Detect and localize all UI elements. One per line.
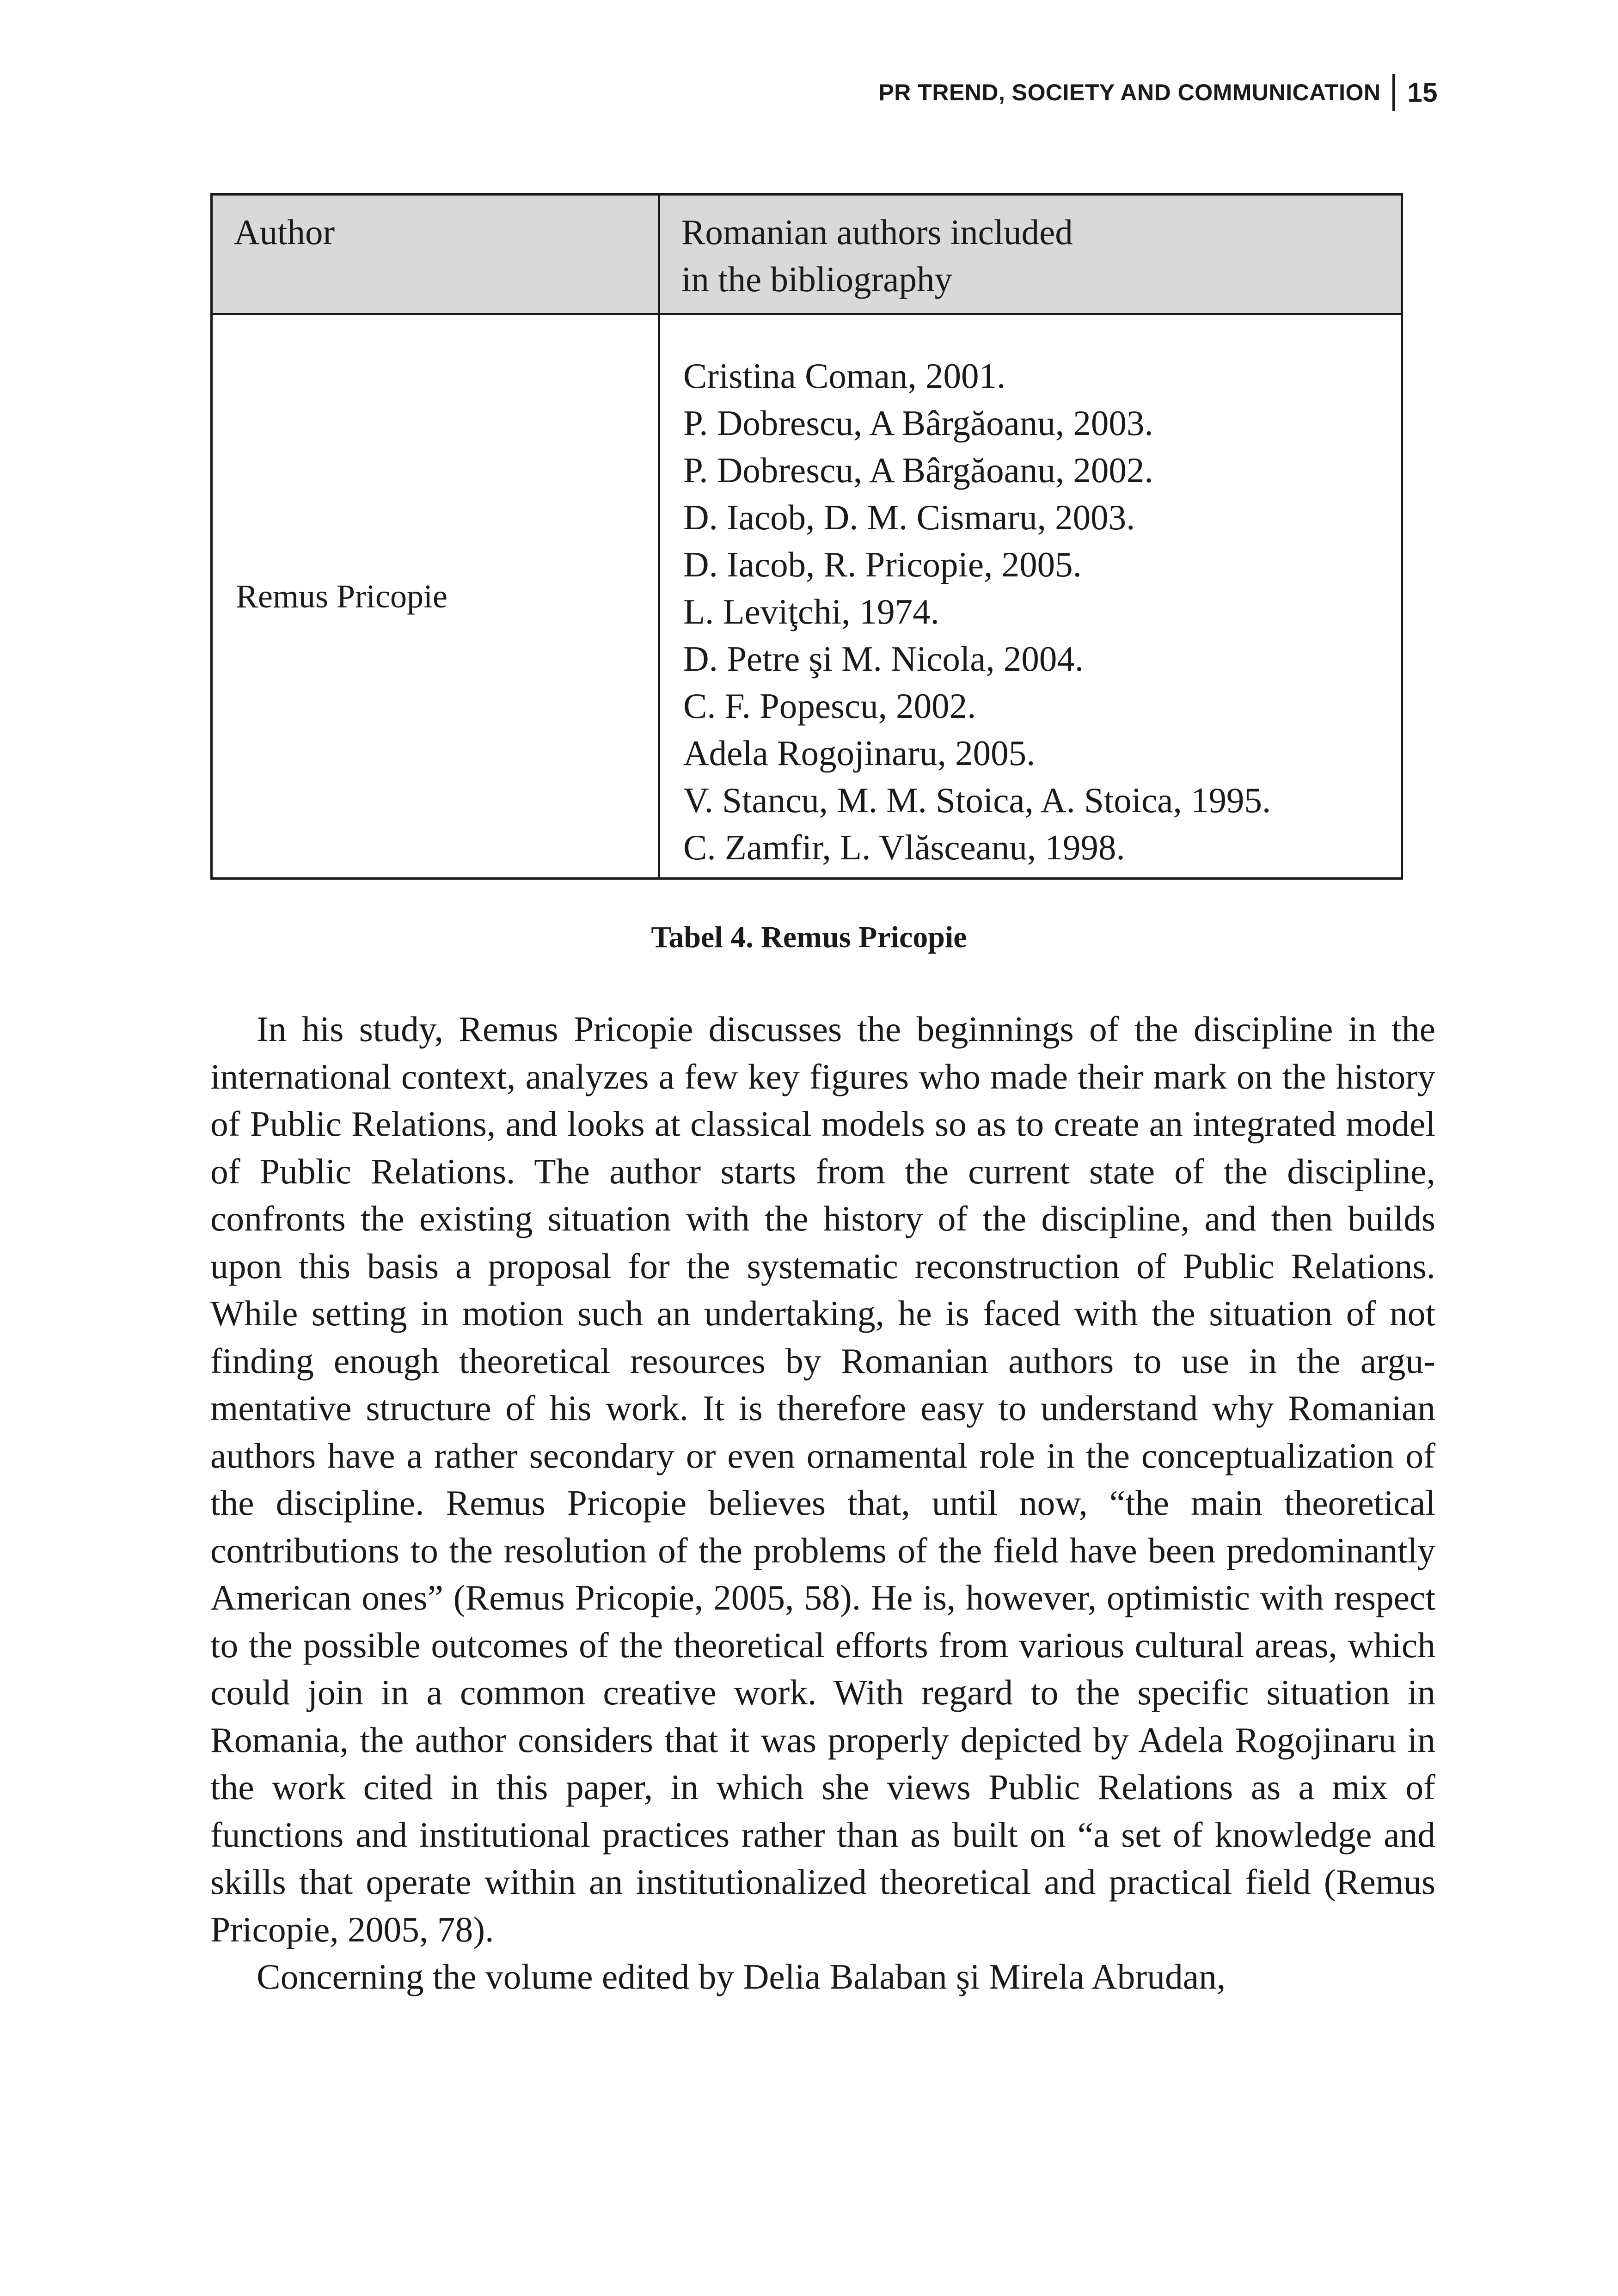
- list-item: L. Leviţchi, 1974.: [683, 592, 939, 631]
- table-row: [212, 314, 1402, 879]
- list-item: D. Petre şi M. Nicola, 2004.: [683, 639, 1084, 679]
- bibliography-table: [210, 193, 1403, 880]
- list-item: C. Zamfir, L. Vlăsceanu, 1998.: [683, 827, 1125, 867]
- list-item: C. F. Popescu, 2002.: [683, 686, 976, 726]
- list-item: Cristina Coman, 2001.: [683, 356, 1006, 396]
- paragraph: Concerning the volume edited by Delia Balaban şi Mirela Abrudan,: [257, 1957, 1226, 1996]
- page-number: 15: [1407, 77, 1438, 108]
- paragraph: In his study, Remus Pricopie discusses the beginnings of the discipline in the international context, analyzes a few key figures who made their mark on the history of Public Relations, and looks at classical models so as to create an integrated model of Public Relations. The author starts from the current state of the discipline, confronts the existing situation with the history of the discipline, and then builds upon this basis a proposal for the systematic reconstruction of Public Relations. While setting in motion such an undertaking, he is faced with the situation of not finding enough theoretical resources by Romanian authors to use in the argumentative structure of his work. It is therefore easy to understand why Romanian authors have a rather secondary or even ornamental role in the conceptualization of the discipline. Remus Pricopie believes that, until now, “the main theoretical contributions to the resolution of the problems of the field have been predominantly American ones” (Remus Pricopie, 2005, 58). He is, however, optimistic with respect to the possible outcomes of the theoretical efforts from various cultural areas, which could join in a common creative work. With regard to the specific situation in Romania, the author considers that it was properly depicted by Adela Rogojinaru in the work cited in this paper, in which she views Public Relations as a mix of functions and institutional practices rather than as built on “a set of knowledge and skills that operate within an institutionalized theoretical and practical field (Remus Pricopie, 2005, 78).: [210, 1009, 1435, 1949]
- list-item: P. Dobrescu, A Bârgăoanu, 2003.: [683, 403, 1153, 443]
- header-line-1: Romanian authors included: [681, 212, 1073, 252]
- running-title: PR TREND, SOCIETY AND COMMUNICATION: [878, 80, 1381, 105]
- list-item: D. Iacob, R. Pricopie, 2005.: [683, 545, 1082, 584]
- body-text: [210, 1005, 1435, 2001]
- author-cell: Remus Pricopie: [212, 314, 659, 879]
- header-romanian-authors: [659, 195, 1402, 314]
- list-item: V. Stancu, M. M. Stoica, A. Stoica, 1995.: [683, 780, 1271, 820]
- running-head: [878, 74, 1438, 111]
- header-separator: [1392, 74, 1395, 111]
- entries-cell: [659, 314, 1402, 879]
- list-item: P. Dobrescu, A Bârgăoanu, 2002.: [683, 450, 1153, 490]
- list-item: D. Iacob, D. M. Cismaru, 2003.: [683, 497, 1135, 537]
- table-header-row: [212, 195, 1402, 314]
- table-caption: Tabel 4. Remus Pricopie: [651, 920, 967, 954]
- header-author-label: Author: [234, 212, 335, 252]
- header-line-2: in the bibliography: [681, 259, 952, 299]
- list-item: Adela Rogojinaru, 2005.: [683, 733, 1036, 773]
- header-author: [212, 195, 659, 314]
